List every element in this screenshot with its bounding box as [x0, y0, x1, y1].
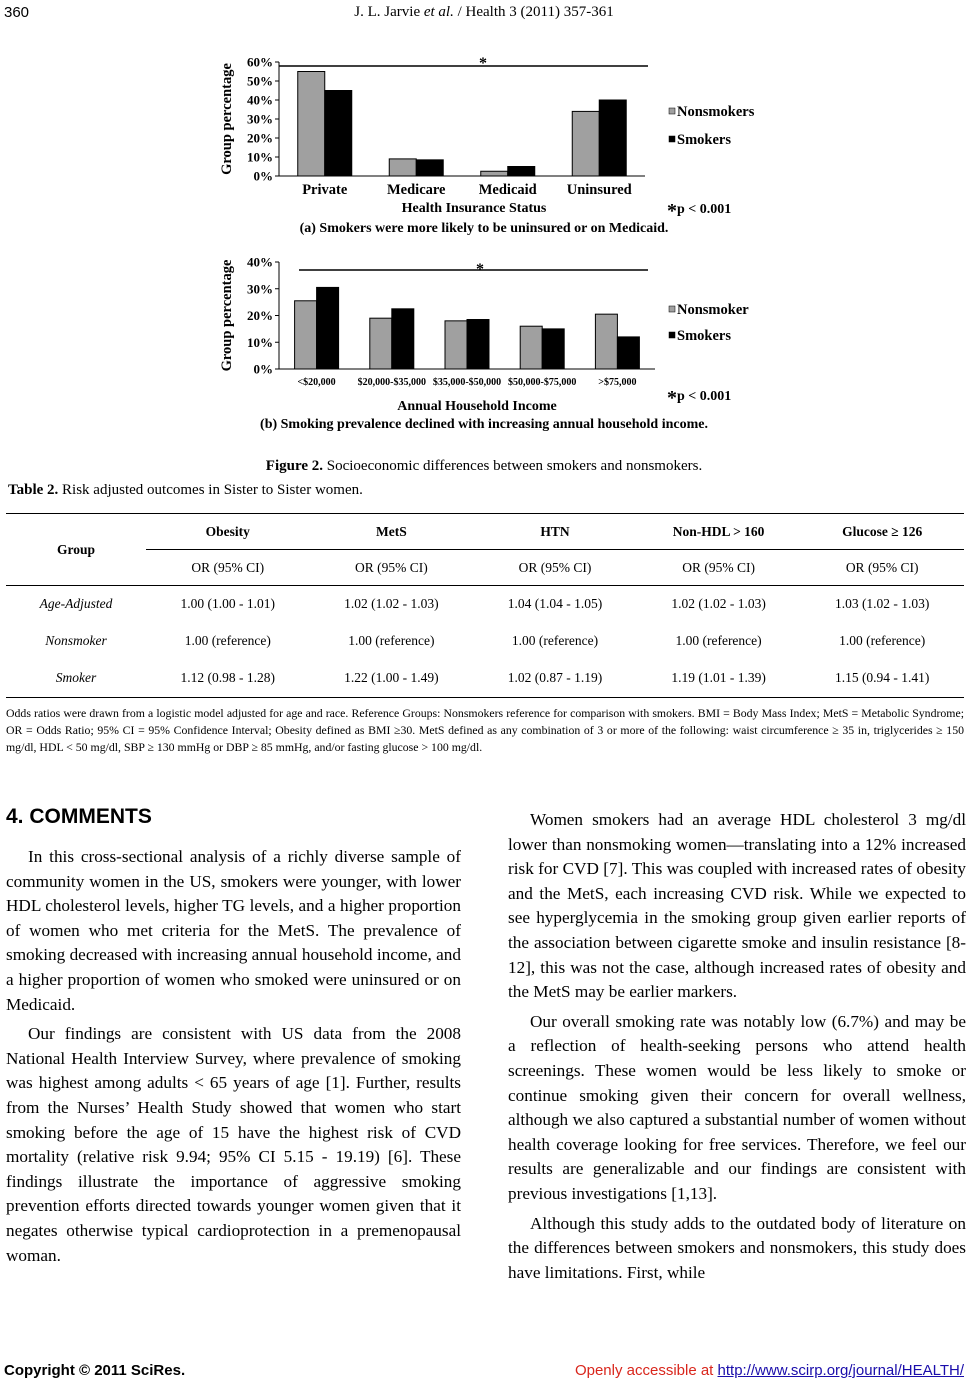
- chart-b-bar-nonsmokers: [520, 326, 542, 369]
- paragraph: Although this study adds to the outdated body of literature on the differences between smokers and nonsmokers, this study does have limitations. First, while: [508, 1213, 966, 1282]
- chart-a-bar-nonsmokers: [298, 72, 325, 177]
- chart-a-legend-swatch: [669, 136, 675, 142]
- figure-caption: Figure 2. Socioeconomic differences between smokers and nonsmokers.: [265, 458, 703, 474]
- paragraph: Our findings are consistent with US data from the 2008 National Health Interview Survey, where prevalence of smoking was highest among adults < 65 years of age [1]. Further, results from the Nurses’ Health Study showed that women who start smoking before the age of 15 have the highest risk of CVD mortality (relative risk 9.94; 95% CI 5.15 - 19.19) [6]. These findings illustrate the importance of aggressive smoking prevention efforts directed towards younger women given that it negates otherwise typical cardioprotection in a premenopausal woman.: [6, 1024, 461, 1265]
- chart-a-y-tick-label: 40%: [247, 92, 273, 108]
- running-title: J. L. Jarvie et al. / Health 3 (2011) 357-361: [354, 4, 614, 20]
- chart-a-y-tick-label: 10%: [247, 149, 273, 165]
- chart-b-bar-smokers: [467, 320, 489, 369]
- col-subheader: OR (95% CI): [682, 559, 755, 575]
- chart-a-bar-nonsmokers: [572, 111, 599, 176]
- chart-a-p-value-star: *: [667, 200, 677, 222]
- right-column: [508, 808, 966, 1285]
- table-cell: 1.00 (reference): [511, 632, 599, 648]
- table-cell: 1.02 (1.02 - 1.03): [344, 595, 439, 611]
- journal-link[interactable]: http://www.scirp.org/journal/HEALTH/: [717, 1362, 964, 1379]
- table-caption: Table 2. Risk adjusted outcomes in Sister to Sister women.: [8, 482, 363, 498]
- chart-a-y-tick-label: 0%: [253, 168, 273, 184]
- chart-b-bar-nonsmokers: [595, 314, 617, 369]
- chart-b-bar-smokers: [542, 329, 564, 369]
- chart-a-legend-label: Smokers: [677, 132, 731, 148]
- col-subheader: OR (95% CI): [191, 559, 265, 575]
- row-group: Nonsmoker: [45, 632, 107, 648]
- chart-b-bar-smokers: [317, 287, 339, 369]
- access-text: Openly accessible at: [574, 1362, 718, 1379]
- chart-b-bar-nonsmokers: [370, 318, 392, 369]
- figure-2: [193, 44, 775, 448]
- table-cell: 1.00 (reference): [348, 632, 435, 648]
- chart-b-y-label: Group percentage: [219, 259, 235, 372]
- figure-2-charts: [193, 44, 775, 448]
- col-header: MetS: [310, 514, 474, 550]
- et-al: et al.: [423, 4, 454, 20]
- table-cell: 1.02 (0.87 - 1.19): [507, 670, 603, 686]
- chart-b-y-tick-label: 40%: [247, 254, 273, 270]
- chart-a-significance-star: *: [479, 55, 487, 72]
- chart-a-bar-nonsmokers: [481, 171, 508, 176]
- chart-b-x-label: Annual Household Income: [397, 399, 557, 414]
- chart-b-subcaption: (b) Smoking prevalence declined with increasing annual household income.: [260, 417, 708, 432]
- chart-b-legend-label: Smokers: [677, 328, 731, 344]
- col-header: Glucose ≥ 126: [800, 514, 964, 550]
- section-heading: 4. COMMENTS: [6, 805, 152, 828]
- table-cell: 1.00 (reference): [184, 632, 271, 648]
- chart-b-y-tick-label: 20%: [247, 308, 273, 323]
- table-row: [6, 660, 964, 698]
- table-cell: 1.00 (reference): [839, 632, 926, 648]
- left-column: [6, 845, 461, 1268]
- table-cell: 1.22 (1.00 - 1.49): [344, 670, 439, 686]
- chart-b-category-label: $35,000-$50,000: [432, 377, 502, 388]
- table-cell: 1.15 (0.94 - 1.41): [834, 670, 930, 686]
- row-group: Smoker: [55, 670, 97, 686]
- table-footnote: Odds ratios were drawn from a logistic model adjusted for age and race. Reference Groups: Nonsmokers reference for comparison with smokers. BMI = Body Mass Index; MetS = Metabolic Syndrome; OR = Odds Ratio; 95% CI = 95% Confidence Interval; Obesity defined as BMI ≥30. MetS defined as any combination of 3 or more of the following: waist circumference ≥ 35 in, triglycerides ≥ 150 mg/dl, HDL < 50 mg/dl, SBP ≥ 130 mmHg or DBP ≥ 85 mmHg, and/or fasting glucose > 100 mg/dl.: [6, 706, 964, 754]
- table-row: [6, 622, 964, 660]
- chart-a-y-tick-label: 20%: [247, 130, 273, 146]
- chart-b-bar-smokers: [392, 309, 414, 369]
- chart-b-category-label: >$75,000: [598, 377, 637, 388]
- chart-b-bar-smokers: [617, 337, 639, 369]
- paragraph: Women smokers had an average HDL cholesterol 3 mg/dl lower than nonsmoking women—translating into a 12% increased risk for CVD [7]. This was coupled with increased rates of obesity and the MetS, each increasing CVD risk. While we expected to see hyperglycemia in the smoking group given earlier reports of the association between cigarette smoke and insulin resistance [8-12], this was not the case, although increased rates of obesity and the MetS may be earlier markers.: [508, 810, 966, 1002]
- row-group: Age-Adjusted: [39, 595, 113, 611]
- copyright: Copyright © 2011 SciRes.: [4, 1362, 186, 1379]
- chart-a-legend-swatch: [669, 108, 675, 114]
- chart-a-category-label: Private: [302, 182, 348, 198]
- chart-b-bar-nonsmokers: [445, 321, 467, 369]
- chart-a-bar-smokers: [416, 160, 443, 176]
- chart-a-bar-smokers: [599, 100, 626, 176]
- group-header: Group: [56, 541, 95, 557]
- chart-b-legend-label: Nonsmoker: [677, 302, 749, 318]
- table-cell: 1.04 (1.04 - 1.05): [507, 595, 603, 611]
- chart-b-legend-swatch: [669, 306, 675, 312]
- chart-b-significance-star: *: [476, 261, 484, 278]
- chart-a-y-tick-label: 60%: [247, 54, 273, 70]
- chart-a-bar-smokers: [325, 91, 352, 177]
- chart-a-bar-smokers: [508, 167, 535, 177]
- col-header: Non-HDL > 160: [637, 514, 801, 550]
- chart-a-subcaption: (a) Smokers were more likely to be uninsured or on Medicaid.: [299, 221, 669, 236]
- chart-a-category-label: Medicare: [386, 182, 446, 198]
- chart-a-x-label: Health Insurance Status: [401, 201, 547, 216]
- col-header: Obesity: [146, 514, 310, 550]
- chart-b-legend-swatch: [669, 332, 675, 338]
- chart-b-p-value-star: *: [667, 387, 677, 409]
- chart-b-category-label: $20,000-$35,000: [357, 377, 426, 388]
- access-line: [575, 1362, 964, 1379]
- col-subheader: OR (95% CI): [518, 559, 592, 575]
- chart-b-category-label: $50,000-$75,000: [508, 377, 577, 388]
- table-cell: 1.03 (1.02 - 1.03): [834, 595, 930, 611]
- table-cell: 1.00 (reference): [675, 632, 762, 648]
- chart-b-p-value: p < 0.001: [677, 389, 732, 404]
- table-cell: 1.02 (1.02 - 1.03): [671, 595, 766, 611]
- table-2: [6, 513, 964, 698]
- col-subheader: OR (95% CI): [355, 559, 428, 575]
- chart-b-y-tick-label: 10%: [247, 334, 273, 350]
- chart-a-y-tick-label: 30%: [247, 111, 273, 127]
- chart-b-bar-nonsmokers: [295, 301, 317, 369]
- chart-a-category-label: Uninsured: [566, 182, 632, 198]
- col-header: HTN: [473, 514, 637, 550]
- paragraph: Our overall smoking rate was notably low (6.7%) and may be a reflection of health-seeking persons who attend health screenings. These women would be less likely to smoke or continue smoking given their concern for overall wellness, although we also captured a substantial number of women without health coverage looking for free services. Therefore, we feel our results are generalizable and our findings are consistent with previous investigations [1,13].: [508, 1011, 966, 1203]
- chart-a-category-label: Medicaid: [478, 182, 537, 198]
- table-cell: 1.12 (0.98 - 1.28): [180, 670, 276, 686]
- chart-b-category-label: <$20,000: [297, 377, 336, 388]
- chart-b-y-tick-label: 0%: [253, 361, 273, 377]
- table-cell: 1.19 (1.01 - 1.39): [671, 670, 766, 686]
- chart-a-bar-nonsmokers: [389, 159, 416, 176]
- paragraph: In this cross-sectional analysis of a richly diverse sample of community women in the US, smokers were younger, with lower HDL cholesterol levels, higher TG levels, and a higher proportion of women who met criteria for the MetS. The prevalence of smoking decreased with increasing annual household income, and a higher proportion of women who smoked were uninsured or on Medicaid.: [6, 847, 461, 1014]
- table-cell: 1.00 (1.00 - 1.01): [180, 595, 276, 611]
- chart-a-y-tick-label: 50%: [247, 73, 273, 89]
- table-row: [6, 586, 964, 622]
- chart-b-y-tick-label: 30%: [247, 281, 273, 297]
- col-subheader: OR (95% CI): [845, 559, 919, 575]
- chart-a-legend-label: Nonsmokers: [677, 104, 755, 120]
- chart-a-y-label: Group percentage: [219, 63, 235, 175]
- chart-a-p-value: p < 0.001: [677, 202, 732, 217]
- page-number: 360: [4, 4, 30, 21]
